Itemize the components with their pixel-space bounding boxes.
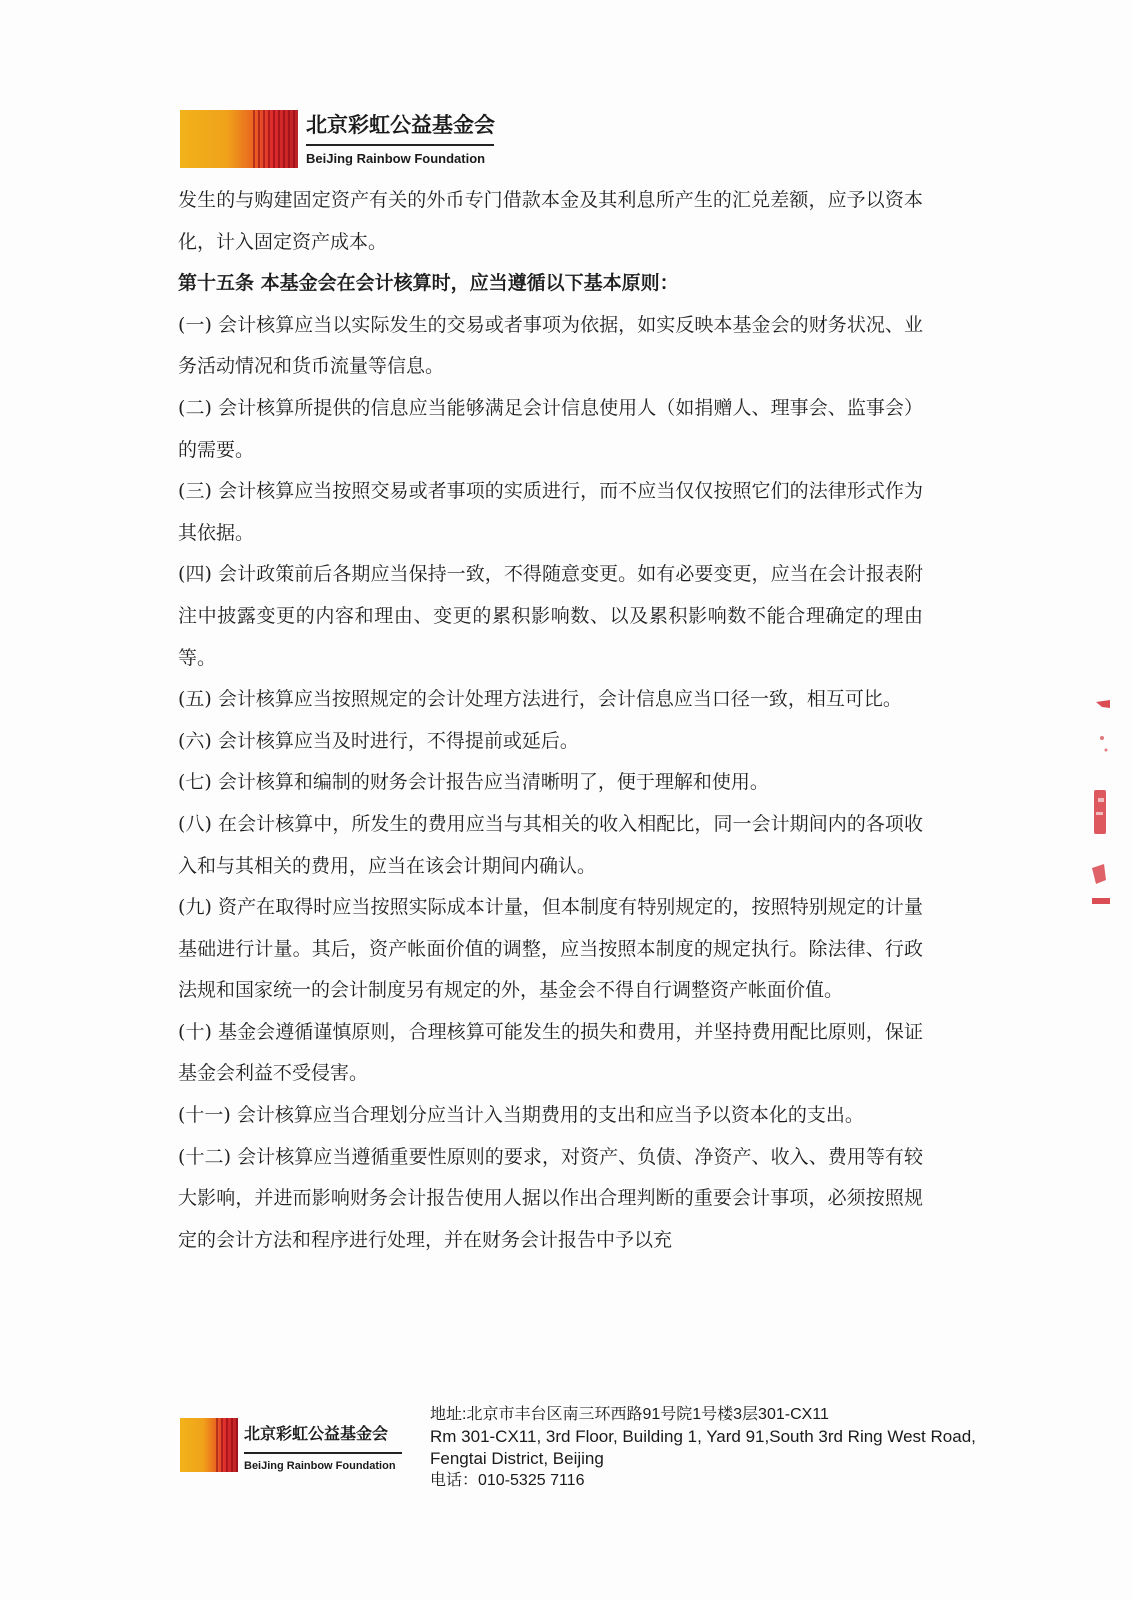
document-body [178,180,923,1261]
paragraph-continuation: 发生的与购建固定资产有关的外币专门借款本金及其利息所产生的汇兑差额，应予以资本化，计入固定资产成本。 [178,189,923,253]
footer-org-name-cn: 北京彩虹公益基金会 [244,1424,389,1443]
footer-logo-divider [244,1452,402,1454]
rainbow-logo-mark-icon [180,110,298,168]
principle-item-10: (十) 基金会遵循谨慎原则，合理核算可能发生的损失和费用，并坚持费用配比原则，保证基金会利益不受侵害。 [178,1020,923,1085]
principle-item-2: (二) 会计核算所提供的信息应当能够满足会计信息使用人（如捐赠人、理事会、监事会）的需要。 [178,396,923,461]
header-logo-text [306,110,495,167]
header-logo-divider [306,144,494,146]
header-org-name-en: BeiJing Rainbow Foundation [306,151,486,166]
phone-number: 电话：010-5325 7116 [430,1472,585,1489]
footer-logo [180,1418,402,1473]
address-en-line-2: Fengtai District, Beijing [430,1449,604,1468]
header-logo [180,110,495,168]
seal-stamp-icon [1088,698,1110,924]
principle-item-6: (六) 会计核算应当及时进行，不得提前或延后。 [178,729,579,752]
principle-item-4: (四) 会计政策前后各期应当保持一致，不得随意变更。如有必要变更，应当在会计报表附注中披露变更的内容和理由、变更的累积影响数、以及累积影响数不能合理确定的理由等。 [178,563,923,669]
footer-logo-text [244,1424,402,1473]
principle-item-9: (九) 资产在取得时应当按照实际成本计量，但本制度有特别规定的，按照特别规定的计量基础进行计量。其后，资产帐面价值的调整，应当按照本制度的规定执行。除法律、行政法规和国家统一的会计制度另有规定的外，基金会不得自行调整资产帐面价值。 [178,896,923,1002]
footer-address [430,1404,990,1492]
rainbow-logo-mark-icon [180,1418,238,1472]
principle-item-7: (七) 会计核算和编制的财务会计报告应当清晰明了，便于理解和使用。 [178,771,769,794]
principle-item-3: (三) 会计核算应当按照交易或者事项的实质进行，而不应当仅仅按照它们的法律形式作为其依据。 [178,480,923,544]
article-title: 第十五条 本基金会在会计核算时，应当遵循以下基本原则： [178,272,679,295]
principle-item-12: (十二) 会计核算应当遵循重要性原则的要求，对资产、负债、净资产、收入、费用等有较大影响，并进而影响财务会计报告使用人据以作出合理判断的重要会计事项，必须按照规定的会计方法和程序进行处理，并在财务会计报告中予以充 [178,1145,923,1251]
address-en-line-1: Rm 301-CX11, 3rd Floor, Building 1, Yard 91,South 3rd Ring West Road, [430,1427,976,1446]
footer-org-name-en: BeiJing Rainbow Foundation [244,1460,396,1472]
header-org-name-cn: 北京彩虹公益基金会 [306,113,495,137]
address-cn: 地址:北京市丰台区南三环西路91号院1号楼3层301-CX11 [430,1406,829,1423]
principle-item-8: (八) 在会计核算中，所发生的费用应当与其相关的收入相配比，同一会计期间内的各项收入和与其相关的费用，应当在该会计期间内确认。 [178,812,923,877]
principle-item-11: (十一) 会计核算应当合理划分应当计入当期费用的支出和应当予以资本化的支出。 [178,1104,864,1127]
principle-item-5: (五) 会计核算应当按照规定的会计处理方法进行，会计信息应当口径一致，相互可比。 [178,688,902,711]
principle-item-1: (一) 会计核算应当以实际发生的交易或者事项为依据，如实反映本基金会的财务状况、业务活动情况和货币流量等信息。 [178,313,923,378]
